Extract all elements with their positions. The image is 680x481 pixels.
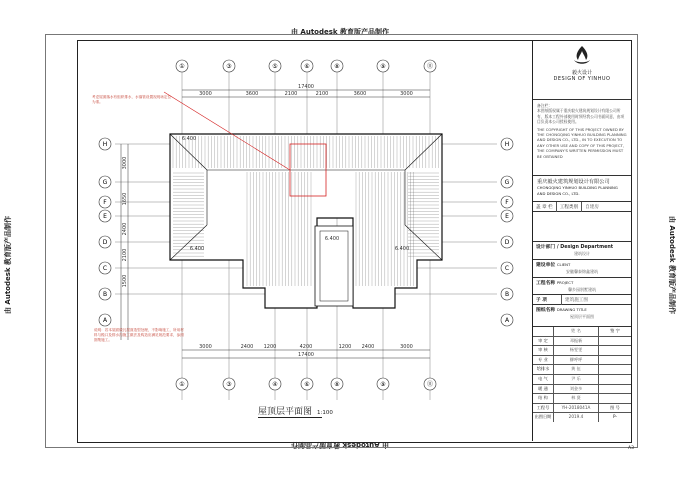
dimension-total-bottom: 17400	[298, 352, 314, 358]
watermark-left: 由 Autodesk 教育版产品制作	[4, 216, 12, 315]
sign-header-sign: 签 字	[610, 328, 620, 333]
sign-role: 审 核	[533, 346, 554, 355]
project-name: 馨乡园别墅建筑	[568, 287, 596, 292]
grid-axis-top-label: ⑨	[380, 63, 386, 70]
dimension-left: 2400	[122, 222, 128, 236]
date-row	[533, 413, 631, 422]
firm-en: CHONGQING YINHUO BUILDING PLANNING AND DESIGN CO., LTD.	[537, 185, 618, 196]
sign-role: 暖 通	[533, 385, 554, 394]
elevation-label: 6.400	[181, 136, 197, 142]
grid-axis-bottom-label: ④	[272, 381, 278, 388]
grid-axis-left-label: B	[102, 291, 108, 298]
sheet-number: P-	[613, 414, 617, 420]
dimension-top: 3000	[199, 91, 212, 97]
sign-row	[533, 337, 631, 347]
sign-cell	[599, 375, 631, 384]
date-value: 2019.4	[554, 413, 599, 422]
dimension-left: 2100	[122, 248, 128, 262]
plan-scale: 1:100	[317, 410, 333, 416]
grid-axis-bottom-label: ⑥	[304, 381, 310, 388]
sign-cell	[599, 356, 631, 365]
design-dept-area	[533, 242, 631, 260]
sign-name: 邓振新	[554, 337, 599, 346]
sign-cell	[599, 346, 631, 355]
sign-cell	[599, 385, 631, 394]
grid-axis-bottom-label: ③	[226, 381, 232, 388]
company-cn: 毅火设计	[571, 70, 592, 76]
grid-axis-bottom-label: ⑧	[334, 381, 340, 388]
job-row	[533, 404, 631, 414]
grid-axis-top-label: ⑪	[426, 63, 434, 70]
drainage-note: 考虑屋面落水有组织排水，水落管设置视现场定位为准。	[92, 95, 172, 104]
phase-name: 建筑施工图	[565, 298, 588, 303]
grid-axis-right-label: B	[504, 291, 510, 298]
grid-axis-bottom-label: ①	[179, 381, 185, 388]
grid-axis-top-label: ⑥	[304, 63, 310, 70]
dimension-top: 3600	[245, 91, 259, 97]
project-type-label: 工程类别	[557, 202, 582, 212]
grid-axis-right-label: D	[504, 239, 510, 246]
sign-role: 电 气	[533, 375, 554, 384]
grid-axis-bottom-label: ⑪	[426, 381, 434, 388]
grid-axis-top-label: ①	[179, 63, 185, 70]
dimension-left: 3000	[122, 156, 128, 170]
grid-axis-left-label: A	[102, 317, 108, 324]
sign-role: 给排水	[533, 365, 554, 374]
design-dept-label: 设计部门 / Design Department	[536, 245, 614, 250]
sign-header-role	[533, 327, 554, 336]
grid-axis-right-label: F	[505, 199, 509, 206]
project-label: 工程名称	[536, 281, 556, 286]
title-underline	[258, 417, 322, 418]
design-dept-value: 建筑设计	[574, 251, 590, 256]
dimension-left: 1500	[122, 274, 128, 288]
sign-header	[533, 327, 631, 337]
grid-axis-top-label: ③	[226, 63, 232, 70]
logo-area	[533, 40, 631, 100]
drawing-area	[533, 305, 631, 327]
client-area	[533, 260, 631, 278]
signature-table	[533, 327, 631, 420]
dimension-top: 3600	[353, 91, 367, 97]
grid-axis-left-label: G	[102, 179, 108, 186]
sign-role: 专 业	[533, 356, 554, 365]
grid-axis-right-label: H	[504, 141, 510, 148]
phase-area	[533, 295, 631, 305]
drawing-name: 屋顶层平面图	[570, 314, 594, 319]
note-area	[533, 100, 631, 176]
sign-row	[533, 385, 631, 395]
date-label: 出图日期	[533, 413, 554, 422]
dimension-left: 1650	[122, 192, 128, 206]
roof-note: 说明：若本屋面做瓦屋面造型处理，不影响施工，所用材料与檐口及排水沟施工做法及构造应满足规范要求，参照图集施工。	[94, 328, 184, 342]
sign-row	[533, 375, 631, 385]
watermark-right: 由 Autodesk 教育版产品制作	[668, 215, 676, 314]
project-type-value: 自建房	[585, 205, 599, 210]
plan-title	[258, 404, 333, 417]
sign-role: 审 定	[533, 337, 554, 346]
sign-cell	[599, 394, 631, 403]
sign-name: 尹 乐	[554, 375, 599, 384]
title-block	[532, 40, 631, 441]
grid-axis-right-label: C	[504, 265, 510, 272]
grid-axis-left-label: C	[102, 265, 108, 272]
firm-cn: 重庆毅火建筑规划设计有限公司	[537, 179, 610, 185]
dimension-total-top: 17400	[298, 84, 314, 90]
dimension-bottom: 3000	[199, 344, 212, 350]
job-number: YH-2018041A	[554, 404, 599, 413]
plan-title-text: 屋顶层平面图	[258, 407, 313, 417]
watermark-top: 由 Autodesk 教育版产品制作	[290, 28, 389, 36]
elevation-label: 6.400	[324, 236, 340, 242]
flame-logo-icon	[570, 45, 594, 67]
dimension-bottom: 1200	[338, 344, 352, 350]
phase-label: 子 项	[533, 295, 562, 305]
sign-header-name: 姓 名	[554, 327, 599, 336]
seal-label: 盖 章 栏	[533, 202, 557, 212]
grid-axis-right-label: A	[504, 317, 510, 324]
grid-axis-left-label: D	[102, 239, 108, 246]
dimension-bottom: 2400	[361, 344, 375, 350]
sign-role: 结 构	[533, 394, 554, 403]
sign-name: 林 贤	[554, 394, 599, 403]
watermark-bottom: 由 Autodesk 教育版产品制作	[291, 441, 390, 449]
seal-box	[533, 212, 631, 242]
elevation-label: 6.400	[189, 246, 205, 252]
grid-axis-right-label: G	[504, 179, 510, 186]
drawing-en: DRAWING TITLE	[556, 307, 587, 312]
project-area	[533, 278, 631, 295]
grid-axis-left-label: F	[103, 199, 107, 206]
sign-row	[533, 346, 631, 356]
company-en: DESIGN OF YINHUO	[553, 76, 611, 82]
sign-name: 柳呼呼	[554, 356, 599, 365]
dimension-top: 2100	[284, 91, 298, 97]
sign-cell	[599, 337, 631, 346]
note-cn: 本图纸版权属于重庆毅火建筑规划设计有限公司所有，版本工程外部使用时须经我公司书面同意，由项目负责本公司授权使用。	[537, 108, 625, 125]
sign-name: 黄 伍	[554, 365, 599, 374]
firm-area	[533, 176, 631, 202]
grid-axis-top-label: ⑤	[272, 63, 278, 70]
dimension-bottom: 2400	[240, 344, 254, 350]
drawing-label: 图纸名称	[536, 308, 556, 313]
grid-axis-right-label: E	[505, 213, 509, 220]
sign-row	[533, 356, 631, 366]
sign-name: 刘金多	[554, 385, 599, 394]
page-number: A3	[628, 446, 634, 451]
sign-row	[533, 394, 631, 404]
seal-row	[533, 202, 631, 212]
elevation-label: 6.400	[394, 246, 410, 252]
sign-name: 杨雯雯	[554, 346, 599, 355]
client-label: 建设单位	[536, 263, 556, 268]
sheet-label: 图 号	[610, 404, 620, 410]
grid-axis-left-label: H	[102, 141, 108, 148]
project-en: PROJECT	[556, 280, 574, 285]
grid-axis-top-label: ⑧	[334, 63, 340, 70]
dimension-bottom: 1200	[263, 344, 277, 350]
dimension-bottom: 3000	[400, 344, 413, 350]
grid-axis-left-label: E	[103, 213, 107, 220]
client-en: CLIENT	[556, 262, 571, 267]
sign-cell	[599, 365, 631, 374]
dimension-top: 2100	[315, 91, 329, 97]
dimension-bottom: 4200	[299, 344, 313, 350]
client-name: 安徽馨泰锦鑫建筑	[566, 269, 598, 274]
dimension-top: 3000	[400, 91, 413, 97]
grid-axis-bottom-label: ⑨	[380, 381, 386, 388]
note-heading: 备注栏：	[537, 103, 553, 108]
sign-row	[533, 365, 631, 375]
note-en: THE COPYRIGHT OF THIS PROJECT OWNED BY THE CHONGQING YINHUO BUILDING PLANNING AND DESIGN CO., LTD., IN TO EXECUTION TO ANY OTHER USE AND COPY OF THIS PROJECT, THE COMPANY'S WRITTEN PERMISSION MUST BE OBTAINED	[537, 126, 627, 159]
job-label: 工程号	[533, 404, 554, 413]
